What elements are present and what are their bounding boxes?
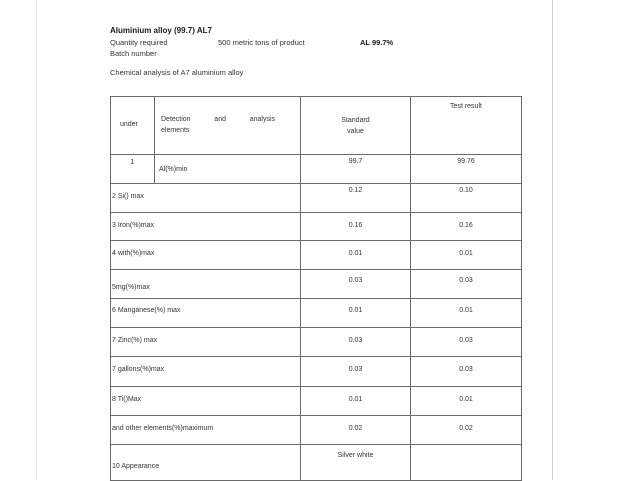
header-detection <box>155 97 301 155</box>
table-row <box>111 328 522 357</box>
result-cell <box>411 328 522 357</box>
standard-value: 0.02 <box>348 425 363 432</box>
standard-cell <box>301 270 411 299</box>
element-cell <box>111 299 301 328</box>
standard-cell <box>301 416 411 445</box>
result-value: 0.03 <box>459 366 473 373</box>
row-index-cell <box>111 155 155 184</box>
page-left-edge <box>36 0 37 480</box>
element-label: and other elements(%)maximum <box>112 425 214 432</box>
result-value: 0.01 <box>459 396 473 403</box>
element-cell <box>111 445 301 481</box>
quantity-value: 500 metric tons of product <box>218 38 305 47</box>
element-label: 6 Manganese(%) max <box>112 307 181 314</box>
result-cell <box>411 184 522 213</box>
result-value: 99.76 <box>457 158 475 165</box>
result-value: 0.16 <box>459 222 473 229</box>
element-cell <box>111 241 301 270</box>
header-detection-word1: Detection <box>161 116 191 123</box>
table-row <box>111 155 522 184</box>
table-row <box>111 270 522 299</box>
header-detection-text <box>161 114 275 136</box>
element-cell <box>111 357 301 387</box>
standard-value: 0.01 <box>348 396 363 403</box>
element-label: 2 Si() max <box>112 193 144 200</box>
standard-value: 0.03 <box>348 277 363 284</box>
header-standard-line1: Standard <box>341 117 370 124</box>
result-cell <box>411 270 522 299</box>
analysis-title: Chemical analysis of A7 aluminium alloy <box>110 68 244 77</box>
result-value: 0.10 <box>459 187 473 194</box>
row-index: 1 <box>130 159 135 166</box>
header-under-text: under <box>120 121 138 128</box>
standard-value: 0.12 <box>348 187 363 194</box>
purity-value: AL 99.7% <box>360 38 394 47</box>
table-row <box>111 445 522 481</box>
element-cell <box>111 270 301 299</box>
standard-cell <box>301 357 411 387</box>
chemical-analysis-table <box>110 96 522 481</box>
table-row <box>111 416 522 445</box>
header-detection-line2: elements <box>161 127 190 134</box>
element-label: 3 Iron(%)max <box>112 222 155 229</box>
result-value: 0.03 <box>459 337 473 344</box>
standard-value: Silver white <box>337 452 374 459</box>
element-label: 8 Ti()Max <box>112 396 142 403</box>
result-cell <box>411 445 522 481</box>
standard-value: 0.01 <box>348 250 363 257</box>
result-cell <box>411 387 522 416</box>
element-cell <box>155 155 301 184</box>
header-standard-line2: value <box>347 128 364 135</box>
header-under <box>111 97 155 155</box>
standard-cell <box>301 155 411 184</box>
result-value: 0.03 <box>459 277 473 284</box>
header-detection-word3: analysis <box>249 116 275 123</box>
page-right-edge <box>552 0 553 480</box>
result-cell <box>411 155 522 184</box>
element-label: 7 gallons(%)max <box>112 366 165 373</box>
quantity-label: Quantity required <box>110 38 168 47</box>
element-label: 5mg(%)max <box>112 284 150 291</box>
standard-cell <box>301 241 411 270</box>
table-header-row <box>111 97 522 155</box>
standard-cell <box>301 387 411 416</box>
result-cell <box>411 213 522 241</box>
standard-value: 0.16 <box>348 222 363 229</box>
result-cell <box>411 416 522 445</box>
standard-value: 0.03 <box>348 337 363 344</box>
standard-cell <box>301 328 411 357</box>
table-row <box>111 357 522 387</box>
element-cell <box>111 387 301 416</box>
element-cell <box>111 184 301 213</box>
header-standard-text <box>301 115 410 137</box>
table-row <box>111 387 522 416</box>
result-value: 0.01 <box>459 307 473 314</box>
table-row <box>111 213 522 241</box>
result-cell <box>411 299 522 328</box>
standard-cell <box>301 184 411 213</box>
standard-cell <box>301 445 411 481</box>
header-standard <box>301 97 411 155</box>
standard-value: 0.03 <box>348 366 363 373</box>
batch-number-label: Batch number <box>110 49 157 58</box>
element-label: 4 with(%)max <box>112 250 155 257</box>
result-value: 0.01 <box>459 250 473 257</box>
standard-cell <box>301 213 411 241</box>
header-test-result-text: Test result <box>450 103 482 110</box>
element-label: 10 Appearance <box>112 463 160 470</box>
standard-cell <box>301 299 411 328</box>
header-test-result <box>411 97 522 155</box>
standard-value: 0.01 <box>348 307 363 314</box>
table-row <box>111 299 522 328</box>
element-cell <box>111 328 301 357</box>
result-cell <box>411 357 522 387</box>
result-value: 0.02 <box>459 425 473 432</box>
table-row <box>111 241 522 270</box>
document-title: Aluminium alloy (99.7) AL7 <box>110 26 212 35</box>
table-row <box>111 184 522 213</box>
standard-value: 99.7 <box>348 158 363 165</box>
result-cell <box>411 241 522 270</box>
header-detection-word2: and <box>214 116 226 123</box>
element-label: Al(%)min <box>159 166 188 173</box>
element-label: 7 Zinc(%) max <box>112 337 158 344</box>
element-cell <box>111 416 301 445</box>
element-cell <box>111 213 301 241</box>
